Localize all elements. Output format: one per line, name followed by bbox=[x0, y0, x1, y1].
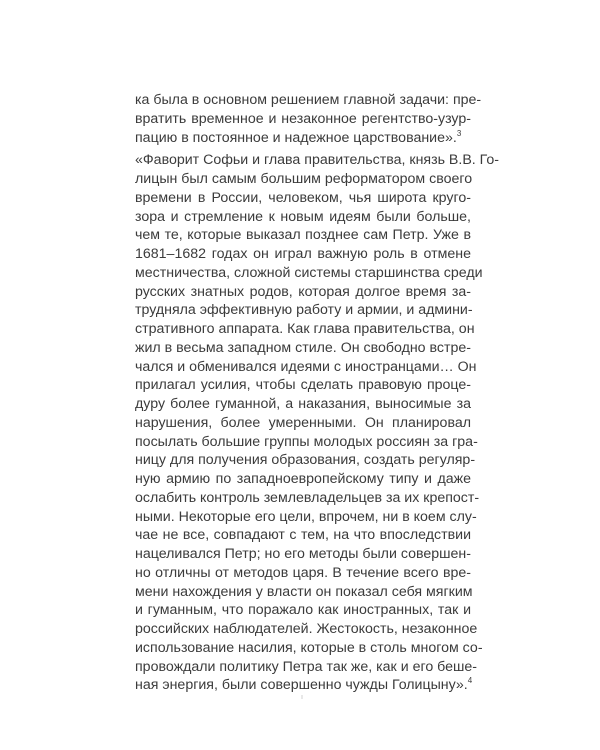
text-line: ка была в основном решением главной задачи: пре- bbox=[135, 92, 482, 108]
paragraph-quote-end bbox=[135, 91, 482, 147]
text-line: трудняла эффективную работу и армии, и админи- bbox=[135, 302, 473, 319]
text-line: времени в России, человеком, чья широта круго- bbox=[135, 189, 471, 206]
text-line: использование насилия, которые в столь многом со- bbox=[135, 639, 483, 656]
text-line: посылать большие группы молодых россиян за гра- bbox=[135, 433, 478, 450]
text-line: стративного аппарата. Как глава правительства, он bbox=[135, 321, 475, 337]
text-line: ницу для получения образования, создать регуляр- bbox=[135, 452, 476, 469]
footnote-marker[interactable]: 4 bbox=[467, 676, 473, 686]
text-line: «Фаворит Софьи и глава правительства, князь В.В. Го- bbox=[135, 152, 500, 169]
text-line: российских наблюдателей. Жестокость, незаконное bbox=[135, 621, 478, 637]
text-line: ную армию по западноевропейскому типу и даже bbox=[135, 471, 471, 487]
text-line: нарушения, более умеренными. Он планировал bbox=[135, 414, 471, 431]
text-line: дуру более гуманной, а наказания, выносимые за bbox=[135, 396, 471, 412]
text-line: зора и стремление к новым идеям были больше, bbox=[135, 208, 471, 225]
text-line: местничества, сложной системы старшинства среди bbox=[135, 264, 483, 281]
text-line: русских знатных родов, которая долгое время за- bbox=[135, 283, 471, 300]
footnote-marker[interactable]: 3 bbox=[456, 128, 462, 138]
text-line: мени нахождения у власти он показал себя мягким bbox=[135, 583, 473, 600]
text-line: жил в весьма западном стиле. Он свободно встре- bbox=[135, 339, 471, 356]
text-line: но отличны от методов царя. В течение всего вре- bbox=[135, 564, 471, 581]
page-mark bbox=[301, 695, 303, 699]
text-line-content: пацию в постоянное и надежное царствование». bbox=[135, 129, 457, 146]
text-line: ными. Некоторые его цели, впрочем, ни в коем слу- bbox=[135, 508, 477, 525]
text-line: ослабить контроль землевладельцев за их крепост- bbox=[135, 489, 480, 506]
text-line: лицын был самым большим реформатором своего bbox=[135, 171, 473, 187]
text-line: чем те, которые выказал позднее сам Петр. Уже в bbox=[135, 227, 471, 244]
text-line: и гуманным, что поражало как иностранных, так и bbox=[135, 602, 471, 619]
text-line: 1681–1682 годах он играл важную роль в отмене bbox=[135, 246, 471, 262]
text-line: чался и обменивался идеями с иностранцами… Он bbox=[135, 358, 477, 375]
paragraph-golitsyn-quote bbox=[135, 151, 500, 695]
text-line: чае не все, совпадают с тем, на что впоследствии bbox=[135, 527, 471, 544]
text-line-last bbox=[135, 676, 471, 695]
text-line-content: ная энергия, были совершенно чужды Голицыну». bbox=[135, 677, 468, 694]
text-line: провождали политику Петра так же, как и его беше- bbox=[135, 658, 478, 675]
text-line: вратить временное и незаконное регентство-узур- bbox=[135, 110, 471, 127]
text-line: прилагал усилия, чтобы сделать правовую проце- bbox=[135, 377, 471, 394]
text-line-last bbox=[135, 129, 471, 148]
page-body bbox=[135, 91, 500, 695]
text-line: нацеливался Петр; но его методы были совершен- bbox=[135, 546, 471, 562]
